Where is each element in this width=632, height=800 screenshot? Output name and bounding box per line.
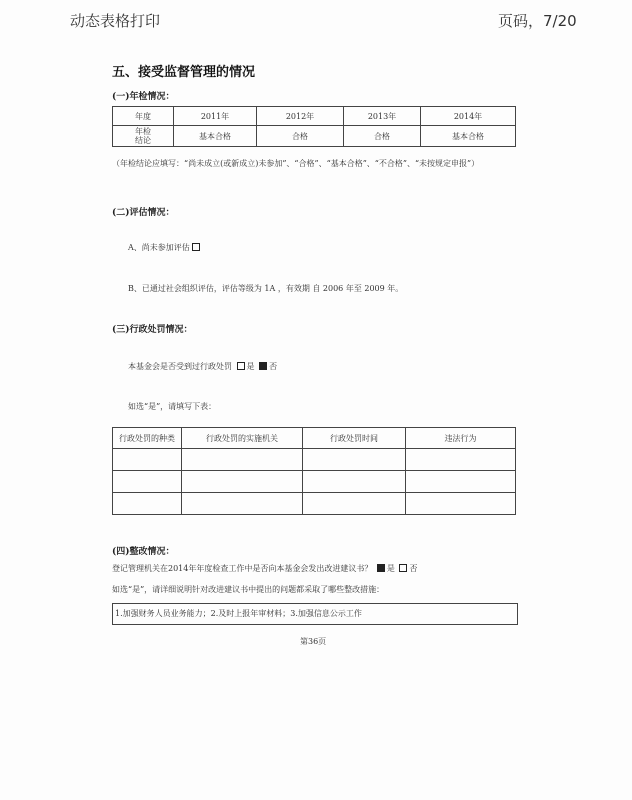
penalty-instruction: 如选“是”，请填写下表： bbox=[128, 402, 217, 411]
rectification-question-line bbox=[112, 563, 417, 575]
evaluation-option-a bbox=[128, 242, 202, 254]
table-header-cell: 2011年 bbox=[174, 107, 257, 126]
table-header-cell: 2012年 bbox=[257, 107, 344, 126]
row-label-cell: 年检 结论 bbox=[113, 126, 174, 147]
table-cell: 基本合格 bbox=[421, 126, 516, 147]
no-label: 否 bbox=[269, 362, 278, 371]
rectification-instruction: 如选“是”，请详细说明针对改进建议书中提出的问题都采取了哪些整改措施： bbox=[112, 585, 385, 594]
no-label: 否 bbox=[409, 564, 418, 573]
table-header-cell: 2014年 bbox=[421, 107, 516, 126]
table-header-cell: 行政处罚的种类 bbox=[113, 428, 182, 449]
penalty-heading: (三)行政处罚情况： bbox=[112, 325, 193, 335]
checkbox-icon bbox=[192, 243, 200, 251]
page-indicator: 页码，7/20 bbox=[498, 12, 577, 30]
table-header-cell: 行政处罚时间 bbox=[303, 428, 406, 449]
table-header-cell: 2013年 bbox=[344, 107, 421, 126]
table-header-cell: 行政处罚的实施机关 bbox=[182, 428, 303, 449]
section-title: 五、接受监督管理的情况 bbox=[112, 65, 256, 80]
table-row bbox=[113, 449, 516, 471]
checkbox-filled-icon bbox=[377, 564, 385, 572]
yes-label: 是 bbox=[246, 362, 255, 371]
table-row bbox=[113, 493, 516, 515]
checkbox-empty-icon bbox=[399, 564, 407, 572]
option-a-label: A、尚未参加评估 bbox=[128, 243, 190, 252]
annual-check-note: （年检结论应填写：“尚未成立(或新成立)未参加”、“合格”、“基本合格”、“不合格”、“未按规定申报”） bbox=[112, 159, 480, 168]
yes-label: 是 bbox=[386, 564, 395, 573]
annual-check-heading: (一)年检情况： bbox=[112, 92, 175, 102]
rectification-heading: (四)整改情况： bbox=[112, 547, 175, 557]
rectification-question: 登记管理机关在2014年年度检查工作中是否向本基金会发出改进建议书？ bbox=[112, 564, 373, 573]
table-row bbox=[113, 471, 516, 493]
evaluation-option-b: B、已通过社会组织评估，评估等级为 1A ，有效期 自 2006 年至 2009 年。 bbox=[128, 284, 404, 293]
rectification-answer-box: 1.加强财务人员业务能力；2.及时上报年审材料；3.加强信息公示工作 bbox=[112, 603, 518, 625]
table-cell: 合格 bbox=[257, 126, 344, 147]
annual-check-table bbox=[112, 106, 516, 147]
evaluation-heading: (二)评估情况： bbox=[112, 208, 175, 218]
penalty-table bbox=[112, 427, 516, 515]
table-header-cell: 违法行为 bbox=[406, 428, 516, 449]
table-cell: 合格 bbox=[344, 126, 421, 147]
checkbox-filled-icon bbox=[259, 362, 267, 370]
checkbox-empty-icon bbox=[237, 362, 245, 370]
table-header-cell: 年度 bbox=[113, 107, 174, 126]
page-footer: 第36页 bbox=[300, 637, 327, 646]
table-cell: 基本合格 bbox=[174, 126, 257, 147]
penalty-question: 本基金会是否受到过行政处罚 bbox=[128, 362, 232, 371]
penalty-question-line bbox=[128, 361, 277, 373]
print-title: 动态表格打印 bbox=[70, 12, 161, 30]
